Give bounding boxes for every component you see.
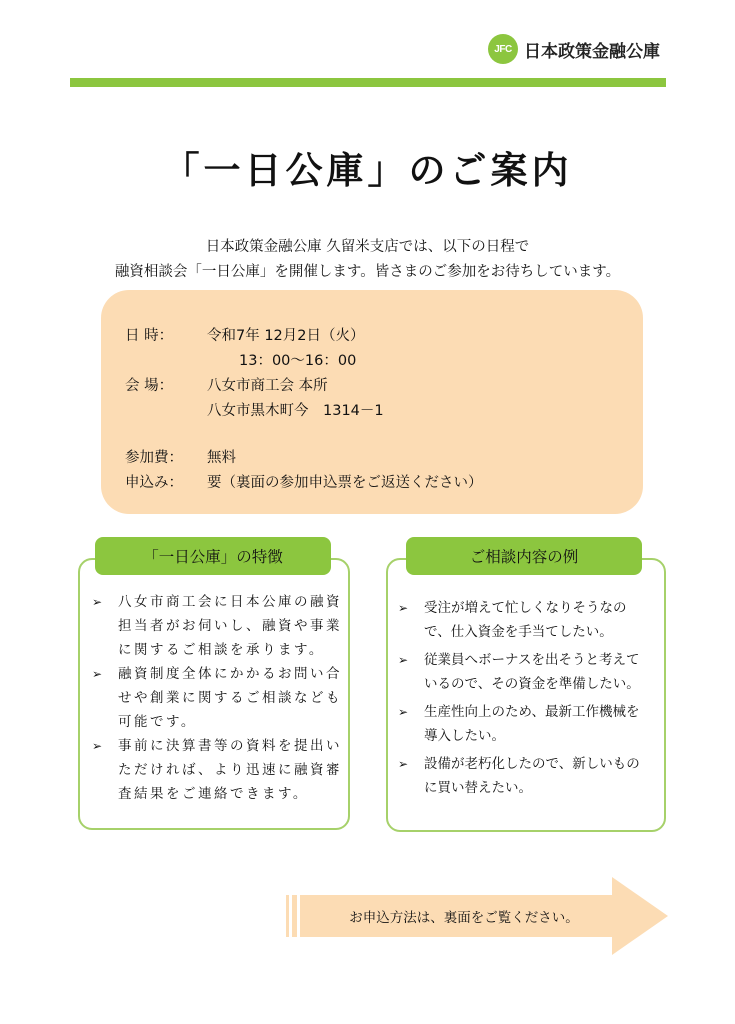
date-value: 令和7年 12月2日（火）	[207, 328, 365, 344]
bullet-arrow-icon: ➢	[398, 653, 409, 667]
event-info-box	[101, 290, 643, 514]
bullet-arrow-icon: ➢	[398, 757, 409, 771]
venue-row	[125, 374, 328, 395]
list-item: ➢ 事前に決算書等の資料を提出いただければ、より迅速に融資審査結果をご連絡できます。	[92, 734, 342, 806]
apply-label: 申込み：	[125, 475, 183, 491]
list-item: ➢ 融資制度全体にかかるお問い合せや創業に関するご相談なども可能です。	[92, 662, 342, 734]
apply-value: 要（裏面の参加申込票をご返送ください）	[207, 475, 483, 491]
list-item: ➢ 受注が増えて忙しくなりそうなので、仕入資金を手当てしたい。	[398, 596, 650, 644]
fee-label: 参加費：	[125, 450, 183, 466]
date-row	[125, 324, 365, 345]
time-value: 13：00～16：00	[239, 353, 357, 369]
bullet-arrow-icon: ➢	[92, 739, 105, 753]
list-item: ➢ 生産性向上のため、最新工作機械を導入したい。	[398, 700, 650, 748]
intro-line-1: 日本政策金融公庫 久留米支店では、以下の日程で	[205, 239, 530, 255]
list-item: ➢ 設備が老朽化したので、新しいものに買い替えたい。	[398, 752, 650, 800]
date-label: 日 時：	[125, 328, 174, 344]
bullet-arrow-icon: ➢	[398, 601, 409, 615]
page-title: 「一日公庫」のご案内	[162, 149, 573, 192]
bullet-arrow-icon: ➢	[398, 705, 409, 719]
features-heading: 「一日公庫」の特徴	[95, 537, 331, 575]
venue-label: 会 場：	[125, 378, 174, 394]
address-value: 八女市黒木町今 1314－1	[207, 403, 384, 419]
intro-line-2: 融資相談会「一日公庫」を開催します。皆さまのご参加をお待ちしています。	[114, 264, 621, 280]
venue-value: 八女市商工会 本所	[207, 378, 328, 394]
jfc-logo-text: 日本政策金融公庫	[524, 41, 660, 62]
header-divider-bar	[70, 78, 666, 87]
features-list	[92, 590, 342, 806]
list-item: ➢ 従業員へボーナスを出そうと考えているので、その資金を準備したい。	[398, 648, 650, 696]
jfc-logo-mark: JFC	[488, 34, 518, 64]
examples-heading: ご相談内容の例	[406, 537, 642, 575]
examples-list	[398, 596, 650, 804]
bullet-arrow-icon: ➢	[92, 595, 105, 609]
apply-row	[125, 471, 483, 492]
bullet-arrow-icon: ➢	[92, 667, 105, 681]
fee-row	[125, 446, 236, 467]
fee-value: 無料	[207, 450, 236, 466]
list-item: ➢ 八女市商工会に日本公庫の融資担当者がお伺いし、融資や事業に関するご相談を承ります。	[92, 590, 342, 662]
jfc-logo	[488, 34, 660, 64]
footer-note: お申込方法は、裏面をご覧ください。	[349, 910, 579, 926]
